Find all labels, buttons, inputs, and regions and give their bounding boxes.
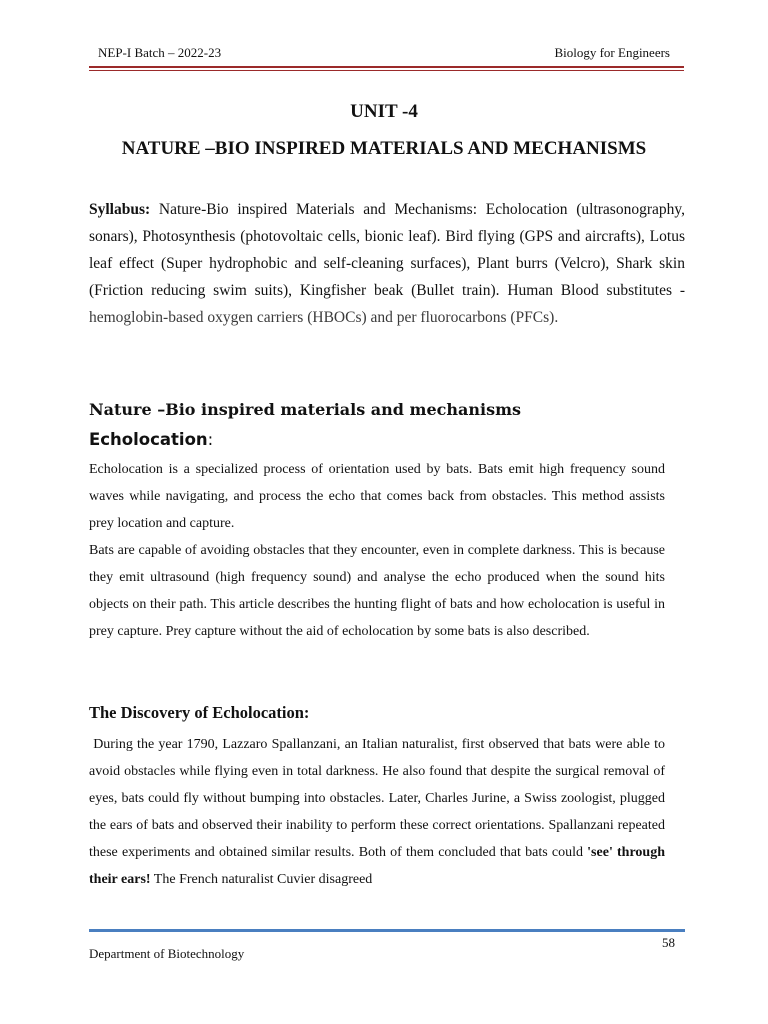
discovery-paragraph [89, 731, 665, 893]
footer-divider [89, 929, 685, 932]
unit-title: UNIT -4 [350, 101, 418, 122]
echolocation-heading-text: Echolocation [89, 430, 208, 449]
syllabus-text-tail: hemoglobin-based oxygen carriers (HBOCs) and per fluorocarbons (PFCs). [89, 309, 559, 326]
syllabus-paragraph [89, 196, 685, 331]
syllabus-text: Nature-Bio inspired Materials and Mechanisms: Echolocation (ultrasonography, sonars), Photosynthesis (photovoltaic cells, bionic leaf). Bird flying (GPS and aircrafts), Lotus leaf effect (Super hydrophobic and self-cleaning surfaces), Plant burrs (Velcro), Shark skin (Friction reducing swim suits), Kingfisher beak (Bullet train). Human Blood substitutes - [89, 201, 685, 299]
section-heading: Nature –Bio inspired materials and mechanisms [89, 400, 522, 419]
header-course: Biology for Engineers [554, 45, 670, 60]
syllabus-label: Syllabus: [89, 201, 151, 218]
header-divider [89, 66, 684, 68]
page-title: NATURE –BIO INSPIRED MATERIALS AND MECHANISMS [121, 138, 647, 159]
discovery-text: During the year 1790, Lazzaro Spallanzani, an Italian naturalist, first observed that bats were able to avoid obstacles while flying even in total darkness. He also found that despite the surgical removal of eyes, bats could fly without bumping into obstacles. Later, Charles Jurine, a Swiss zoologist, plugged the ears of bats and observed their inability to perform these correct orientations. Spallanzani repeated these experiments and obtained similar results. Both of them concluded that bats could [89, 737, 665, 860]
discovery-emphasis: 'see' through their ears! [89, 845, 666, 887]
echolocation-paragraph-1: Echolocation is a specialized process of orientation used by bats. Bats emit high frequency sound waves while navigating, and process the echo that comes back from obstacles. This method assists prey location and capture. [89, 462, 665, 531]
discovery-text-end: The French naturalist Cuvier disagreed [150, 872, 373, 887]
echolocation-heading-colon: : [207, 430, 214, 449]
header-divider-thin [89, 70, 684, 71]
discovery-heading: The Discovery of Echolocation: [89, 703, 310, 722]
echolocation-heading [89, 430, 213, 449]
page-number: 58 [662, 935, 675, 950]
header-batch: NEP-I Batch – 2022-23 [98, 45, 222, 60]
footer-department: Department of Biotechnology [89, 946, 245, 961]
echolocation-paragraph-2: Bats are capable of avoiding obstacles that they encounter, even in complete darkness. This is because they emit ultrasound (high frequency sound) and analyse the echo produced when the sound hits objects on their path. This article describes the hunting flight of bats and how echolocation is useful in prey capture. Prey capture without the aid of echolocation by some bats is also described. [89, 543, 665, 639]
